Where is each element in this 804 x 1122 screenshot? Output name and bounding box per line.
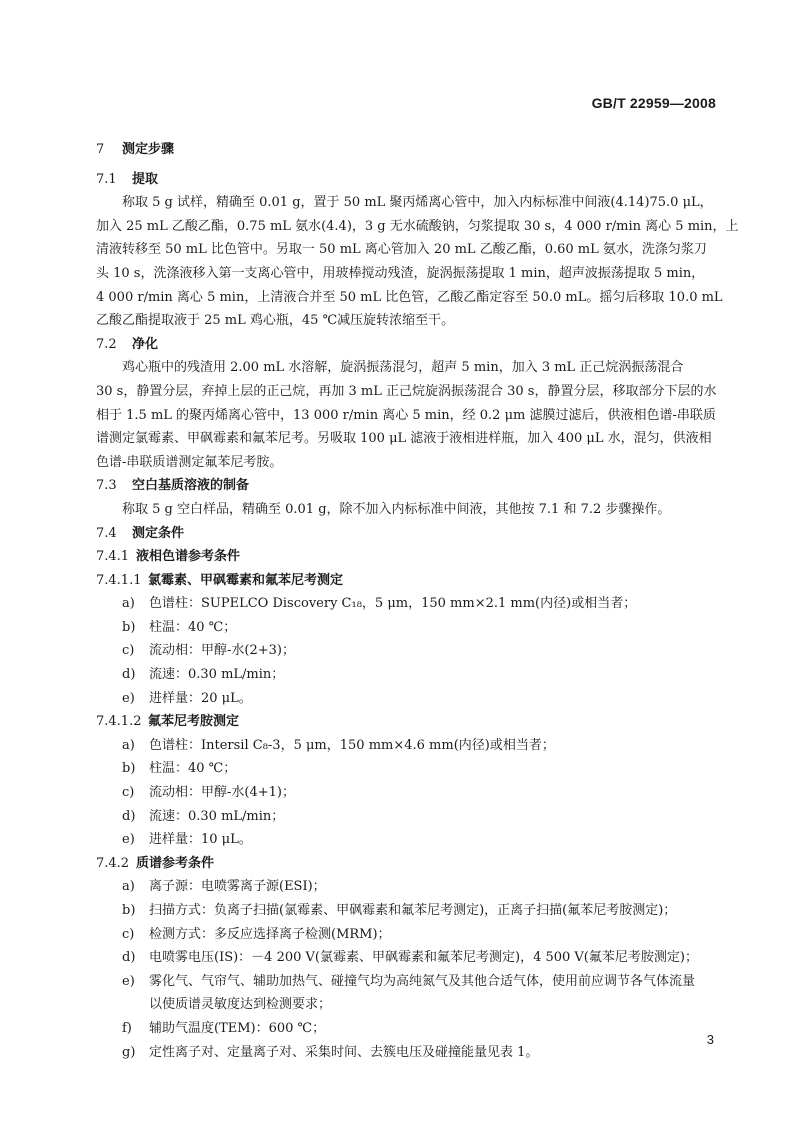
list-item: e) 进样量：20 μL。: [122, 690, 252, 706]
page-number: 3: [706, 1032, 714, 1047]
list-item: f) 辅助气温度(TEM)：600 ℃；: [122, 1020, 326, 1036]
heading-section-7-3: 7.3 空白基质溶液的制备: [96, 478, 250, 494]
heading-section-7-4: 7.4 测定条件: [96, 525, 185, 541]
list-item: c) 流动相：甲醇-水(4+1)；: [122, 785, 295, 801]
heading-section-7-4-2: 7.4.2 质谱参考条件: [96, 855, 215, 871]
list-item: e) 雾化气、气帘气、辅助加热气、碰撞气均为高纯氮气及其他合适气体，使用前应调节各气体流量 以使质谱灵敏度达到检测要求；: [122, 973, 696, 1013]
list-item: b) 柱温：40 ℃；: [122, 619, 237, 635]
list-item: c) 流动相：甲醇-水(2+3)；: [122, 643, 295, 659]
heading-section-7-2: 7.2 净化: [96, 336, 159, 352]
list-item: d) 流速：0.30 mL/min；: [122, 667, 285, 683]
list-item: b) 柱温：40 ℃；: [122, 761, 237, 777]
list-item: a) 色谱柱：Intersil C₈-3，5 μm，150 mm×4.6 mm(内径)或相当者；: [122, 737, 555, 753]
paragraph-cleanup: 鸡心瓶中的残渣用 2.00 mL 水溶解，旋涡振荡混匀，超声 5 min，加入 3 mL 正己烷涡振荡混合 30 s，静置分层，弃掉上层的正己烷，再加 3 mL 正己烷旋涡振荡混合 30 s，静置分层，移取部分下层的水 相于 1.5 mL 的聚丙烯离心管中，13 000 r/min 离心 5 min，经 0.2 μm 滤膜过滤后，供液相色谱-串联质 谱测定氯霉素、甲砜霉素和氟苯尼考。另吸取 100 μL 滤液于液相进样瓶，加入 400 μL 水，混匀，供液相 色谱-串联质谱测定氟苯尼考胺。: [96, 360, 717, 470]
standard-number: GB/T 22959—2008: [591, 95, 716, 111]
list-item: a) 离子源：电喷雾离子源(ESI)；: [122, 879, 326, 895]
list-item: d) 电喷雾电压(IS)：－4 200 V(氯霉素、甲砜霉素和氟苯尼考测定)，4 500 V(氟苯尼考胺测定)；: [122, 950, 698, 966]
document-body: [96, 138, 739, 1064]
heading-section-7-1: 7.1 提取: [96, 171, 159, 187]
list-item: e) 进样量：10 μL。: [122, 832, 252, 848]
heading-section-7-4-1: 7.4.1 液相色谱参考条件: [96, 549, 241, 565]
paragraph-extraction: 称取 5 g 试样，精确至 0.01 g，置于 50 mL 聚丙烯离心管中，加入内标标准中间液(4.14)75.0 μL， 加入 25 mL 乙酸乙酯，0.75 mL 氨水(4.4)，3 g 无水硫酸钠，匀浆提取 30 s，4 000 r/min 离心 5 min，上 清液转移至 50 mL 比色管中。另取一 50 mL 离心管加入 20 mL 乙酸乙酯，0.60 mL 氨水，洗涤匀浆刀 头 10 s，洗涤液移入第一支离心管中，用玻棒搅动残渣，旋涡振荡提取 1 min，超声波振荡提取 5 min， 4 000 r/min 离心 5 min，上清液合并至 50 mL 比色管，乙酸乙酯定容至 50.0 mL。摇匀后移取 10.0 mL 乙酸乙酯提取液于 25 mL 鸡心瓶，45 ℃减压旋转浓缩至干。: [96, 195, 739, 329]
list-item: d) 流速：0.30 mL/min；: [122, 808, 285, 824]
heading-section-7: 7 测定步骤: [96, 142, 175, 157]
list-item: c) 检测方式：多反应选择离子检测(MRM)；: [122, 926, 391, 942]
heading-section-7-4-1-2: 7.4.1.2 氟苯尼考胺测定: [96, 714, 240, 730]
list-lc-conditions-2: [96, 734, 716, 852]
list-item: a) 色谱柱：SUPELCO Discovery C₁₈，5 μm，150 mm×2.1 mm(内径)或相当者；: [122, 596, 637, 612]
list-ms-conditions: [96, 875, 716, 1064]
list-item: b) 扫描方式：负离子扫描(氯霉素、甲砜霉素和氟苯尼考测定)，正离子扫描(氟苯尼考胺测定)；: [122, 903, 677, 918]
list-lc-conditions-1: [96, 592, 716, 710]
heading-section-7-4-1-1: 7.4.1.1 氯霉素、甲砜霉素和氟苯尼考测定: [96, 572, 344, 588]
list-item: g) 定性离子对、定量离子对、采集时间、去簇电压及碰撞能量见表 1。: [122, 1044, 539, 1060]
paragraph-blank-matrix: 称取 5 g 空白样品，精确至 0.01 g，除不加入内标标准中间液，其他按 7.1 和 7.2 步骤操作。: [122, 501, 671, 517]
